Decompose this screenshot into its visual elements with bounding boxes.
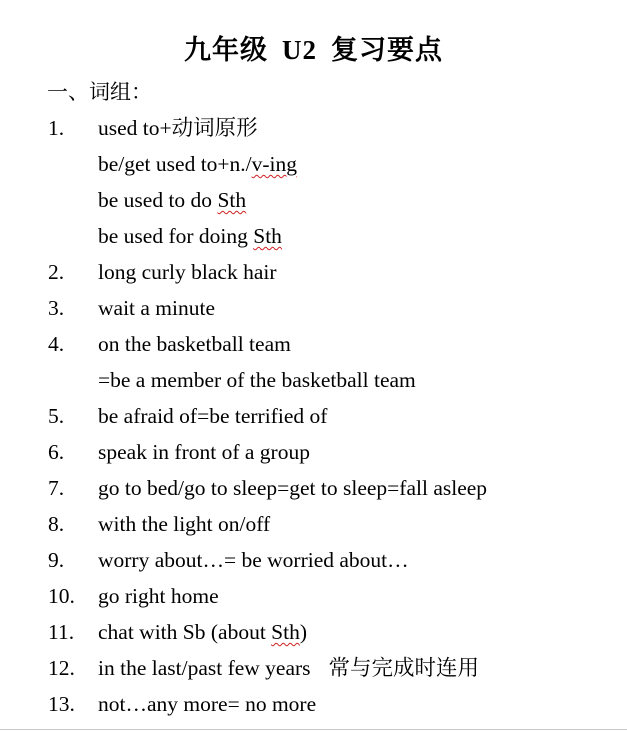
item-text: on the basketball team xyxy=(98,332,291,356)
title-grade: 九年级 xyxy=(184,35,268,65)
item-text: long curly black hair xyxy=(98,260,277,284)
item-text-part: in the last/past few years xyxy=(98,656,311,680)
list-item xyxy=(0,326,627,362)
list-item xyxy=(0,470,627,506)
section-heading: 一、词组： xyxy=(47,80,152,104)
list-item xyxy=(0,398,627,434)
item-text-part: chat with Sb (about xyxy=(98,620,272,644)
item-number: 6. xyxy=(48,440,65,464)
item-number: 2. xyxy=(48,260,65,284)
item-number: 8. xyxy=(48,512,65,536)
item-text-part: be used to do xyxy=(98,188,218,212)
spellcheck-word: Sth xyxy=(271,620,300,644)
item-text: go right home xyxy=(98,584,219,608)
list-item-continuation xyxy=(0,362,627,398)
list-item xyxy=(0,686,627,722)
item-text-part: be used for doing xyxy=(98,224,254,248)
spellcheck-word: Sth xyxy=(253,224,282,248)
list-item xyxy=(0,650,627,686)
document-title xyxy=(0,30,627,70)
item-text xyxy=(98,614,307,650)
list-item xyxy=(0,434,627,470)
list-item-continuation xyxy=(0,182,627,218)
item-text xyxy=(98,218,282,254)
item-text: wait a minute xyxy=(98,296,216,320)
item-text: not…any more= no more xyxy=(98,692,317,716)
spellcheck-word: v-ing xyxy=(251,152,298,176)
item-number: 3. xyxy=(48,296,65,320)
list-item-continuation xyxy=(0,218,627,254)
list-item xyxy=(0,110,627,146)
list-item xyxy=(0,542,627,578)
item-text: =be a member of the basketball team xyxy=(98,368,416,392)
spellcheck-word: Sth xyxy=(217,188,247,212)
item-number: 9. xyxy=(48,548,65,572)
list-item xyxy=(0,578,627,614)
item-note: 常与完成时连用 xyxy=(328,656,480,680)
title-topic: 复习要点 xyxy=(331,35,443,65)
item-text-part: be/get used to+n./ xyxy=(98,152,252,176)
list-item-continuation xyxy=(0,146,627,182)
item-number: 4. xyxy=(48,332,65,356)
item-number: 10. xyxy=(48,584,75,608)
item-text: go to bed/go to sleep=get to sleep=fall asleep xyxy=(98,476,488,500)
item-text-part: ) xyxy=(299,620,308,644)
item-number: 5. xyxy=(48,404,65,428)
list-item xyxy=(0,290,627,326)
item-text: worry about…= be worried about… xyxy=(98,548,409,572)
item-number: 1. xyxy=(48,116,65,140)
item-text: used to+动词原形 xyxy=(98,116,258,140)
list-item xyxy=(0,506,627,542)
list-item xyxy=(0,254,627,290)
item-number: 11. xyxy=(48,620,75,644)
item-text: with the light on/off xyxy=(98,512,271,536)
item-number: 7. xyxy=(48,476,65,500)
title-unit: U2 xyxy=(282,35,317,65)
item-text: speak in front of a group xyxy=(98,440,310,464)
item-number: 13. xyxy=(48,692,75,716)
item-text xyxy=(98,182,246,218)
item-number: 12. xyxy=(48,656,75,680)
item-text xyxy=(98,146,297,182)
list-item xyxy=(0,614,627,650)
page-bottom-divider xyxy=(0,729,627,730)
item-text xyxy=(98,650,479,686)
item-text: be afraid of=be terrified of xyxy=(98,404,328,428)
